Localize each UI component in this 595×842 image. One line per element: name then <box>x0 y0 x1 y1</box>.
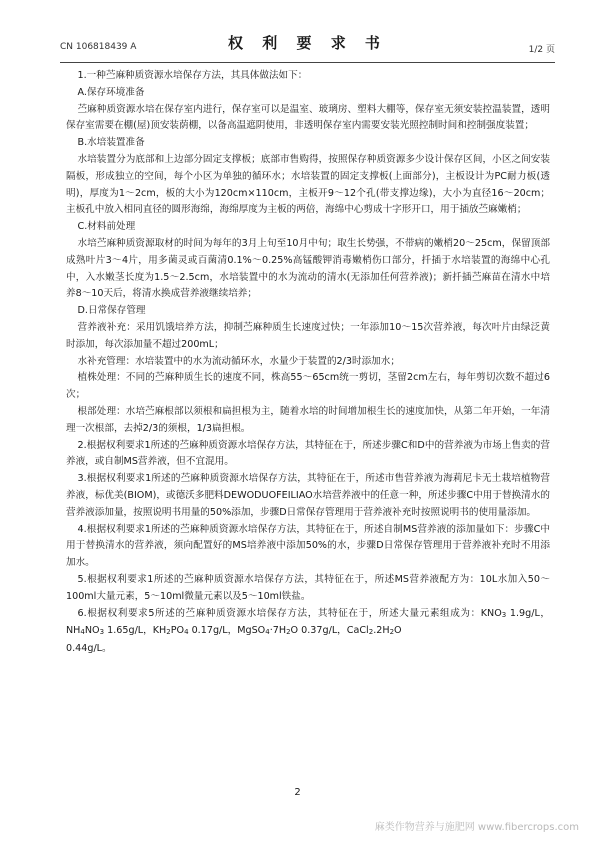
claim-1-section-d-nutrient: 营养液补充：采用饥饿培养方法，抑制苎麻种质生长速度过快；一年添加10～15次营养液，每次叶片由绿泛黄时添加，每次添加量不超过200mL； <box>66 321 550 350</box>
claim-1-intro: 1.一种苎麻种质资源水培保存方法，其具体做法如下： <box>77 70 308 81</box>
claim-1-section-b-text: 水培装置分为底部和上边部分固定支撑板；底部市售购得，按照保存种质资源多少设计保存区间，小区之间安装隔板，形成独立的空间，每个小区为单独的循环水；水培装置的固定支撑板(上面部分)，主板设计为PC耐力板(透明)，厚度为1～2cm，板的大小为120cm×110cm，主板开9～12个孔(带支撑边缘)，大小为直径16～20cm；主板孔中放入相同直径的圆形海绵，海绵厚度为主板的两倍，海绵中心剪成十字形开口，用于插放苎麻嫩梢； <box>66 153 550 216</box>
claim-5: 5.根据权利要求1所述的苎麻种质资源水培保存方法，其特征在于，所述MS营养液配方为：10L水加入50～100ml大量元素，5～10ml微量元素以及5～10ml铁盐。 <box>66 573 550 602</box>
claims-body <box>66 68 550 658</box>
claim-6-text: 6.根据权利要求5所述的苎麻种质资源水培保存方法，其特征在于，所述大量元素组成为： <box>77 607 481 619</box>
formula-cacl2: CaCl2.2H2O 0.44g/L。 <box>66 625 402 655</box>
claim-1-section-d-root: 根部处理：水培苎麻根部以须根和扁担根为主，随着水培的时间增加根生长的速度加快，从第二年开始，一年清理一次根部，去掉2/3的须根，1/3扁担根。 <box>66 405 550 434</box>
claim-1-section-d-heading: D.日常保存管理 <box>77 305 146 317</box>
page-header <box>60 28 555 64</box>
formula-kh2po4: KH2PO4 0.17g/L， <box>152 625 238 637</box>
formula-kno3: KNO3 1.9g/L， <box>480 607 550 619</box>
page-title: 权 利 要 求 书 <box>228 34 387 52</box>
claim-2: 2.根据权利要求1所述的苎麻种质资源水培保存方法，其特征在于，所述步骤C和D中的营养液为市场上售卖的营养液，或自制MS营养液，但不宜混用。 <box>66 439 550 468</box>
claim-1-section-b-heading: B.水培装置准备 <box>77 137 145 149</box>
claim-1-section-d-plant: 植株处理：不同的苎麻种质生长的速度不同，株高55～65cm统一剪切，茎留2cm左右，每年剪切次数不超过6次； <box>66 372 550 401</box>
claim-1-section-c-heading: C.材料前处理 <box>77 221 136 233</box>
formula-mgso4: MgSO4·7H2O 0.37g/L， <box>237 625 347 637</box>
page-number: 2 <box>294 787 301 798</box>
doc-number: CN 106818439 A <box>60 42 137 52</box>
header-rule <box>60 62 555 63</box>
claim-1-section-a-text: 苎麻种质资源水培在保存室内进行，保存室可以是温室、玻璃房、塑料大棚等，保存室无须安装控温装置，透明保存室需要在棚(屋)顶安装荫棚，以备高温遮阴使用，非透明保存室内需要安装光照控制时间和控制强度装置； <box>66 103 550 132</box>
claim-6 <box>66 606 550 658</box>
formula-nh4no3: NH4NO3 1.65g/L， <box>66 625 153 637</box>
claim-3: 3.根据权利要求1所述的苎麻种质资源水培保存方法，其特征在于，所述市售营养液为海莉尼卡无土栽培植物营养液，标优美(BIOM)，或德沃多肥料DEWODUOFEILIAO水培营养液中的任意一种，所述步骤C中用于替换清水的营养液添加量，按照说明书用量的50%添加，步骤D日常保存管理用于营养液补充时按照说明书的使用量添加。 <box>66 473 550 518</box>
claim-4: 4.根据权利要求1所述的苎麻种质资源水培保存方法，其特征在于，所述自制MS营养液的添加量如下：步骤C中用于替换清水的营养液，须向配置好的MS培养液中添加50%的水，步骤D日常保存管理用于营养液补充时不用添加水。 <box>66 523 550 569</box>
claim-1-section-c-text: 水培苎麻种质资源取材的时间为每年的3月上旬至10月中旬；取生长势强，不带病的嫩梢20～25cm，保留顶部成熟叶片3～4片，用多菌灵或百菌清0.1%～0.25%高锰酸钾消毒嫩梢伤口部分，扦插于水培装置的海绵中心孔中，入水嫩茎长度为1.5～2.5cm，水培装置中的水为流动的清水(无添加任何营养液)；新扦插苎麻苗在清水中培养8～10天后，将清水换成营养液继续培养； <box>66 237 550 300</box>
site-watermark: 麻类作物营养与施肥网 www.fibercrops.com <box>374 822 579 833</box>
claim-1-section-d-water: 水补充管理：水培装置中的水为流动循环水，水量少于装置的2/3时添加水； <box>77 355 400 367</box>
page-count: 1/2 页 <box>528 45 555 55</box>
claim-1-section-a-heading: A.保存环境准备 <box>77 86 145 98</box>
